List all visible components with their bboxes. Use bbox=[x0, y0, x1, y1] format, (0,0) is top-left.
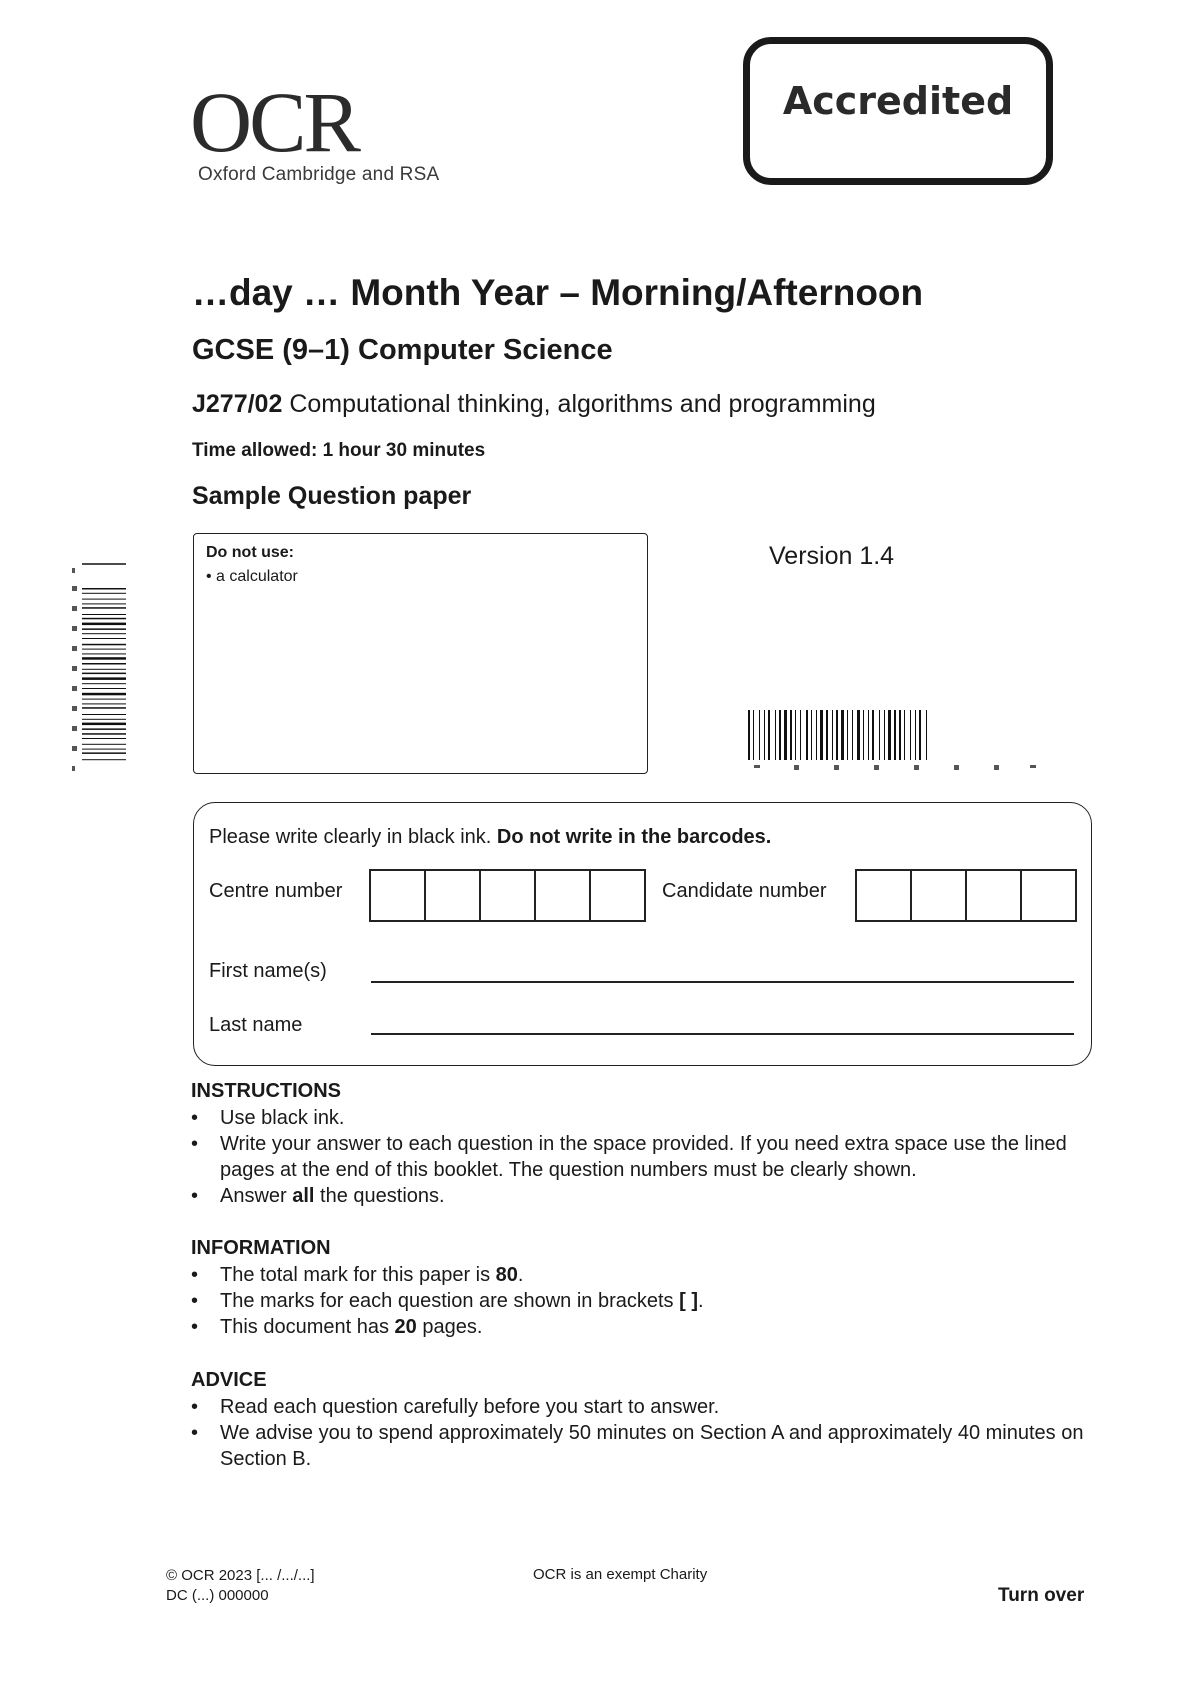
instructions-list bbox=[191, 1105, 1091, 1209]
do-not-use-title: Do not use: bbox=[206, 544, 294, 561]
accredited-badge: Accredited bbox=[743, 37, 1053, 185]
first-name-line[interactable] bbox=[371, 981, 1074, 983]
do-not-use-box bbox=[193, 533, 648, 774]
candidate-number-cell[interactable] bbox=[1022, 871, 1075, 920]
paper-title: Computational thinking, algorithms and programming bbox=[289, 390, 876, 418]
advice-title: ADVICE bbox=[191, 1369, 267, 1391]
first-name-label: First name(s) bbox=[209, 960, 327, 982]
information-item: • The total mark for this paper is 80. bbox=[191, 1262, 1091, 1288]
instruction-plain: Please write clearly in black ink. bbox=[209, 826, 497, 848]
centre-number-field[interactable] bbox=[369, 869, 646, 922]
information-list bbox=[191, 1262, 1091, 1340]
copyright-text: © OCR 2023 [... /.../...] bbox=[166, 1567, 315, 1584]
centre-number-label: Centre number bbox=[209, 880, 343, 902]
advice-item: • Read each question carefully before you start to answer. bbox=[191, 1394, 1091, 1420]
qualification-title: GCSE (9–1) Computer Science bbox=[192, 334, 613, 366]
time-allowed: Time allowed: 1 hour 30 minutes bbox=[192, 440, 486, 461]
paper-code: J277/02 bbox=[192, 390, 283, 418]
centre-number-cell[interactable] bbox=[371, 871, 426, 920]
ocr-logo bbox=[190, 74, 440, 186]
advice-section bbox=[191, 1369, 1091, 1472]
candidate-number-label: Candidate number bbox=[662, 880, 827, 902]
candidate-number-cell[interactable] bbox=[912, 871, 967, 920]
turn-over-label: Turn over bbox=[998, 1585, 1085, 1606]
centre-number-cell[interactable] bbox=[426, 871, 481, 920]
candidate-number-field[interactable] bbox=[855, 869, 1077, 922]
advice-list bbox=[191, 1394, 1091, 1472]
footer-charity: OCR is an exempt Charity bbox=[533, 1566, 708, 1583]
candidate-instruction bbox=[209, 826, 771, 849]
candidate-number-cell[interactable] bbox=[967, 871, 1022, 920]
paper-type: Sample Question paper bbox=[192, 482, 472, 510]
vertical-barcode-icon bbox=[62, 560, 128, 790]
instruction-item: • Use black ink. bbox=[191, 1105, 1091, 1131]
version-label: Version 1.4 bbox=[769, 542, 895, 570]
instruction-bold: Do not write in the barcodes. bbox=[496, 826, 772, 848]
instructions-section bbox=[191, 1080, 1091, 1209]
information-section bbox=[191, 1237, 1091, 1340]
last-name-line[interactable] bbox=[371, 1033, 1074, 1035]
candidate-number-cell[interactable] bbox=[857, 871, 912, 920]
instruction-item: • Write your answer to each question in the space provided. If you need extra space use the lined pages at the end of this booklet. The question numbers must be clearly shown. bbox=[191, 1131, 1091, 1183]
document-code: DC (...) 000000 bbox=[166, 1587, 269, 1604]
centre-number-cell[interactable] bbox=[591, 871, 644, 920]
advice-item: • We advise you to spend approximately 50 minutes on Section A and approximately 40 minutes on Section B. bbox=[191, 1420, 1091, 1472]
information-title: INFORMATION bbox=[191, 1237, 331, 1259]
information-item: • This document has 20 pages. bbox=[191, 1314, 1091, 1340]
exam-date-line: …day … Month Year – Morning/Afternoon bbox=[192, 272, 924, 313]
logo-subtitle: Oxford Cambridge and RSA bbox=[198, 164, 440, 185]
instructions-title: INSTRUCTIONS bbox=[191, 1080, 341, 1102]
footer-copyright bbox=[166, 1566, 315, 1606]
last-name-label: Last name bbox=[209, 1014, 303, 1036]
instruction-item: • Answer all the questions. bbox=[191, 1183, 1091, 1209]
barcode-icon bbox=[748, 710, 1040, 772]
centre-number-cell[interactable] bbox=[536, 871, 591, 920]
centre-number-cell[interactable] bbox=[481, 871, 536, 920]
information-item: • The marks for each question are shown in brackets [ ]. bbox=[191, 1288, 1091, 1314]
do-not-use-item: • a calculator bbox=[206, 568, 298, 585]
logo-letters: OCR bbox=[190, 74, 358, 170]
paper-code-line bbox=[192, 390, 876, 419]
